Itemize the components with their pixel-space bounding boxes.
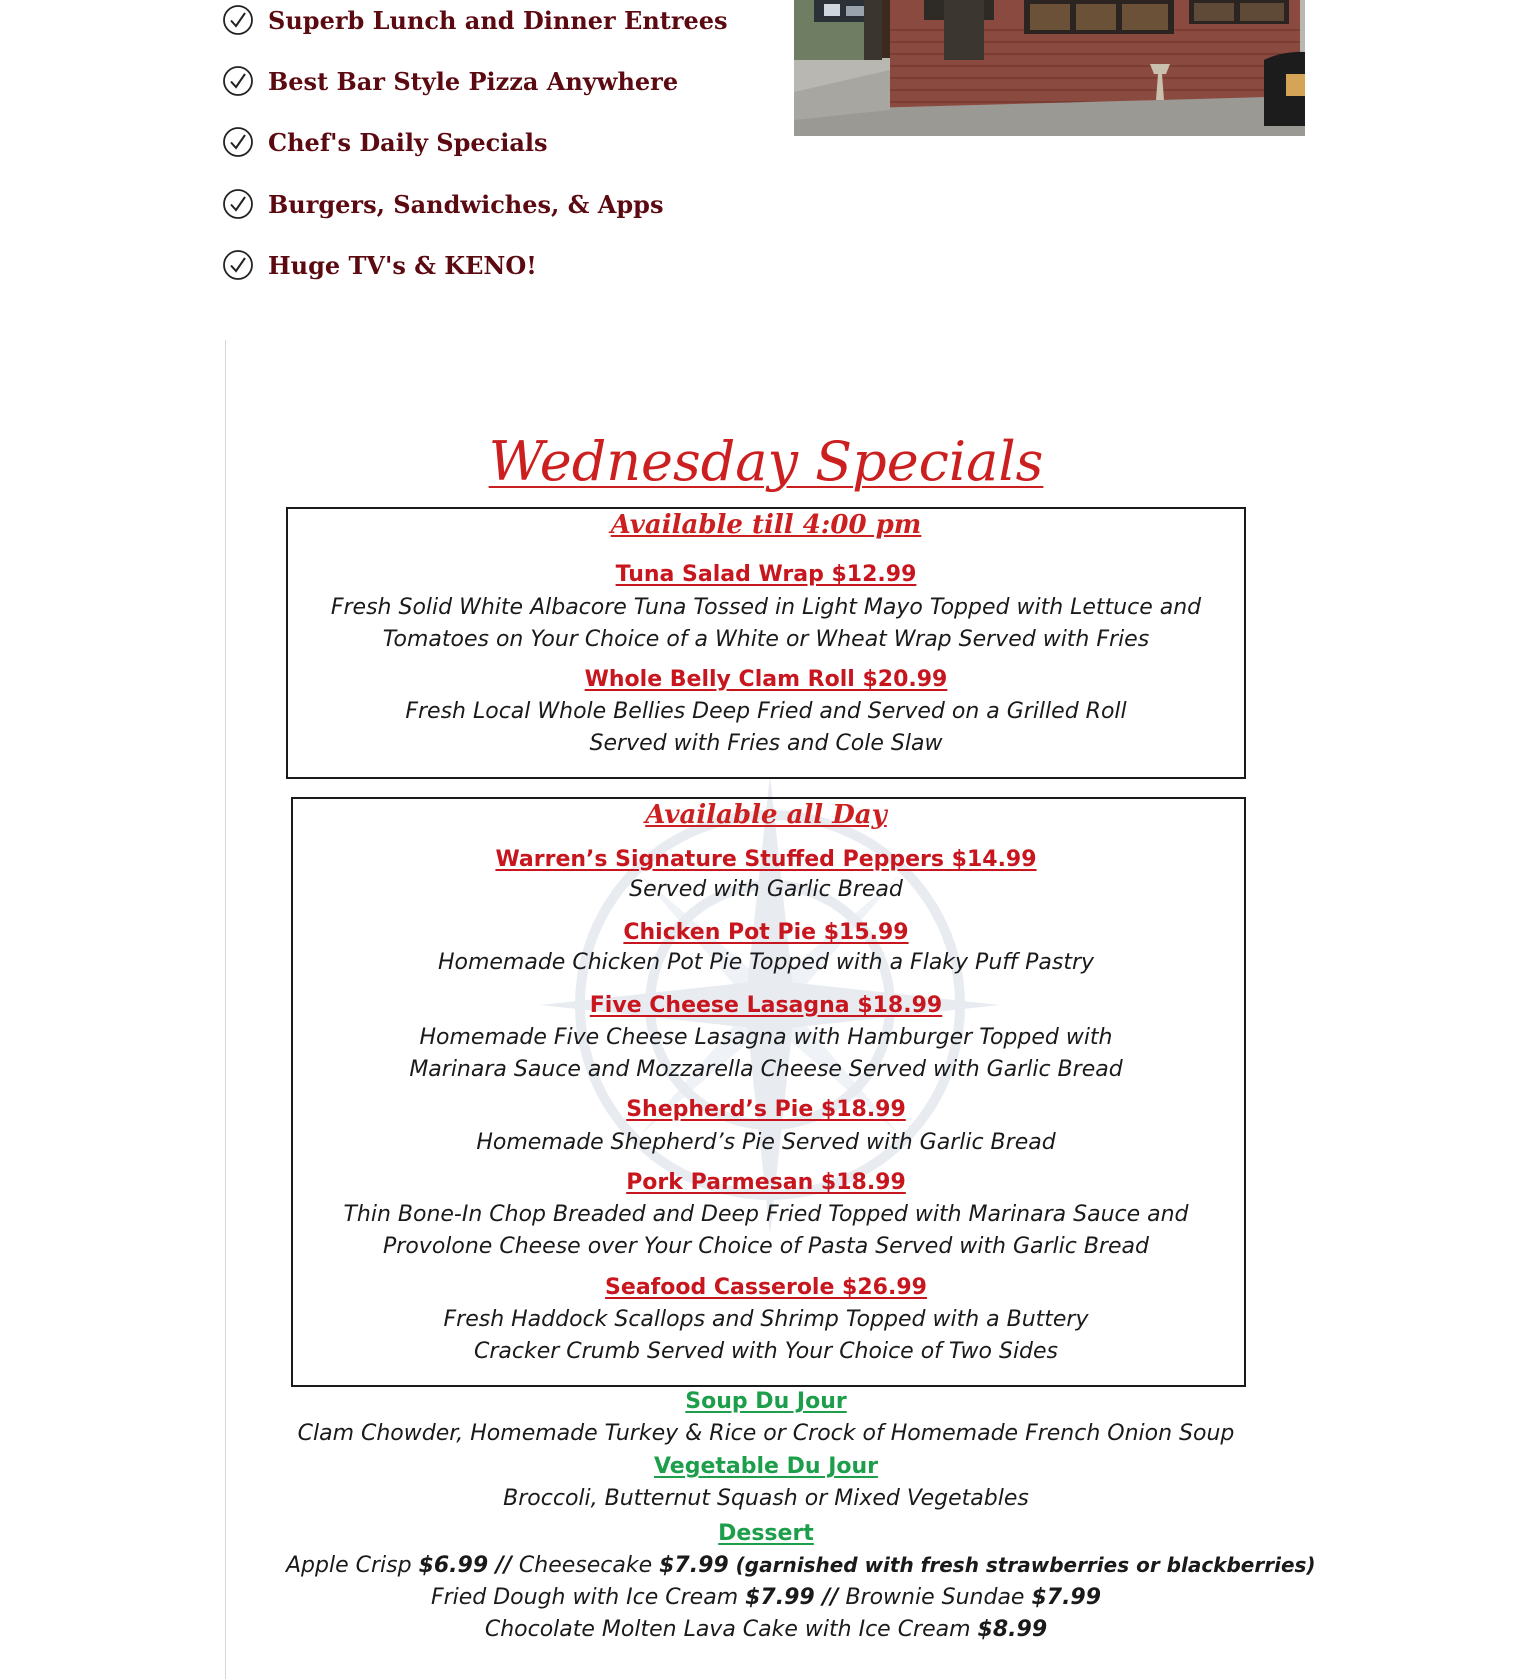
- feature-label: Burgers, Sandwiches, & Apps: [268, 189, 664, 219]
- dessert-title: Dessert: [718, 1521, 814, 1546]
- dessert-line: Chocolate Molten Lava Cake with Ice Cream $8.99: [484, 1617, 1048, 1642]
- special-description: Homemade Shepherd’s Pie Served with Garlic Bread: [476, 1130, 1056, 1155]
- soup-title: Soup Du Jour: [685, 1389, 847, 1414]
- special-description: Fresh Local Whole Bellies Deep Fried and Served on a Grilled Roll: [405, 699, 1127, 724]
- special-description: Marinara Sauce and Mozzarella Cheese Served with Garlic Bread: [409, 1057, 1123, 1082]
- special-description: Tomatoes on Your Choice of a White or Wheat Wrap Served with Fries: [382, 627, 1150, 652]
- special-title: Whole Belly Clam Roll $20.99: [584, 667, 948, 692]
- feature-item: [222, 245, 537, 285]
- special-description: Fresh Solid White Albacore Tuna Tossed in Light Mayo Topped with Lettuce and: [330, 595, 1202, 620]
- special-description: Served with Garlic Bread: [629, 877, 903, 902]
- column-divider: [225, 340, 226, 1679]
- special-title: Tuna Salad Wrap $12.99: [615, 562, 917, 587]
- special-title: Chicken Pot Pie $15.99: [623, 920, 909, 945]
- feature-label: Huge TV's & KENO!: [268, 250, 537, 280]
- soup-description: Clam Chowder, Homemade Turkey & Rice or Crock of Homemade French Onion Soup: [297, 1421, 1235, 1446]
- special-title: Warren’s Signature Stuffed Peppers $14.99: [495, 847, 1037, 872]
- special-title: Five Cheese Lasagna $18.99: [589, 993, 943, 1018]
- check-circle-icon: [222, 4, 254, 36]
- special-title: Shepherd’s Pie $18.99: [626, 1097, 906, 1122]
- vegetable-title: Vegetable Du Jour: [653, 1454, 879, 1479]
- check-circle-icon: [222, 249, 254, 281]
- special-description: Fresh Haddock Scallops and Shrimp Topped with a Buttery: [443, 1307, 1089, 1332]
- dessert-line: Apple Crisp $6.99 // Cheesecake $7.99 (garnished with fresh strawberries or blackberries): [286, 1553, 1316, 1578]
- special-description: Provolone Cheese over Your Choice of Pasta Served with Garlic Bread: [383, 1234, 1149, 1259]
- special-description: Homemade Five Cheese Lasagna with Hamburger Topped with: [419, 1025, 1113, 1050]
- check-circle-icon: [222, 188, 254, 220]
- specials-title: Wednesday Specials: [488, 430, 1044, 493]
- feature-item: [222, 184, 663, 224]
- special-description: Thin Bone-In Chop Breaded and Deep Fried Topped with Marinara Sauce and: [343, 1202, 1189, 1227]
- special-description: Served with Fries and Cole Slaw: [589, 731, 943, 756]
- special-description: Homemade Chicken Pot Pie Topped with a Flaky Puff Pastry: [437, 950, 1095, 975]
- check-circle-icon: [222, 126, 254, 158]
- special-description: Cracker Crumb Served with Your Choice of Two Sides: [473, 1339, 1059, 1364]
- check-circle-icon: [222, 65, 254, 97]
- feature-item: [222, 122, 548, 162]
- feature-item: [222, 61, 678, 101]
- special-title: Seafood Casserole $26.99: [605, 1275, 927, 1300]
- dessert-line: Fried Dough with Ice Cream $7.99 // Brownie Sundae $7.99: [430, 1585, 1102, 1610]
- allday-availability: Available all Day: [645, 800, 887, 830]
- feature-label: Chef's Daily Specials: [268, 127, 548, 157]
- special-title: Pork Parmesan $18.99: [626, 1170, 906, 1195]
- lunch-availability: Available till 4:00 pm: [610, 510, 922, 540]
- feature-label: Best Bar Style Pizza Anywhere: [268, 66, 679, 96]
- feature-label: Superb Lunch and Dinner Entrees: [268, 5, 728, 35]
- feature-item: [222, 0, 728, 40]
- storefront-photo: [794, 0, 1305, 136]
- vegetable-description: Broccoli, Butternut Squash or Mixed Vegetables: [503, 1486, 1029, 1511]
